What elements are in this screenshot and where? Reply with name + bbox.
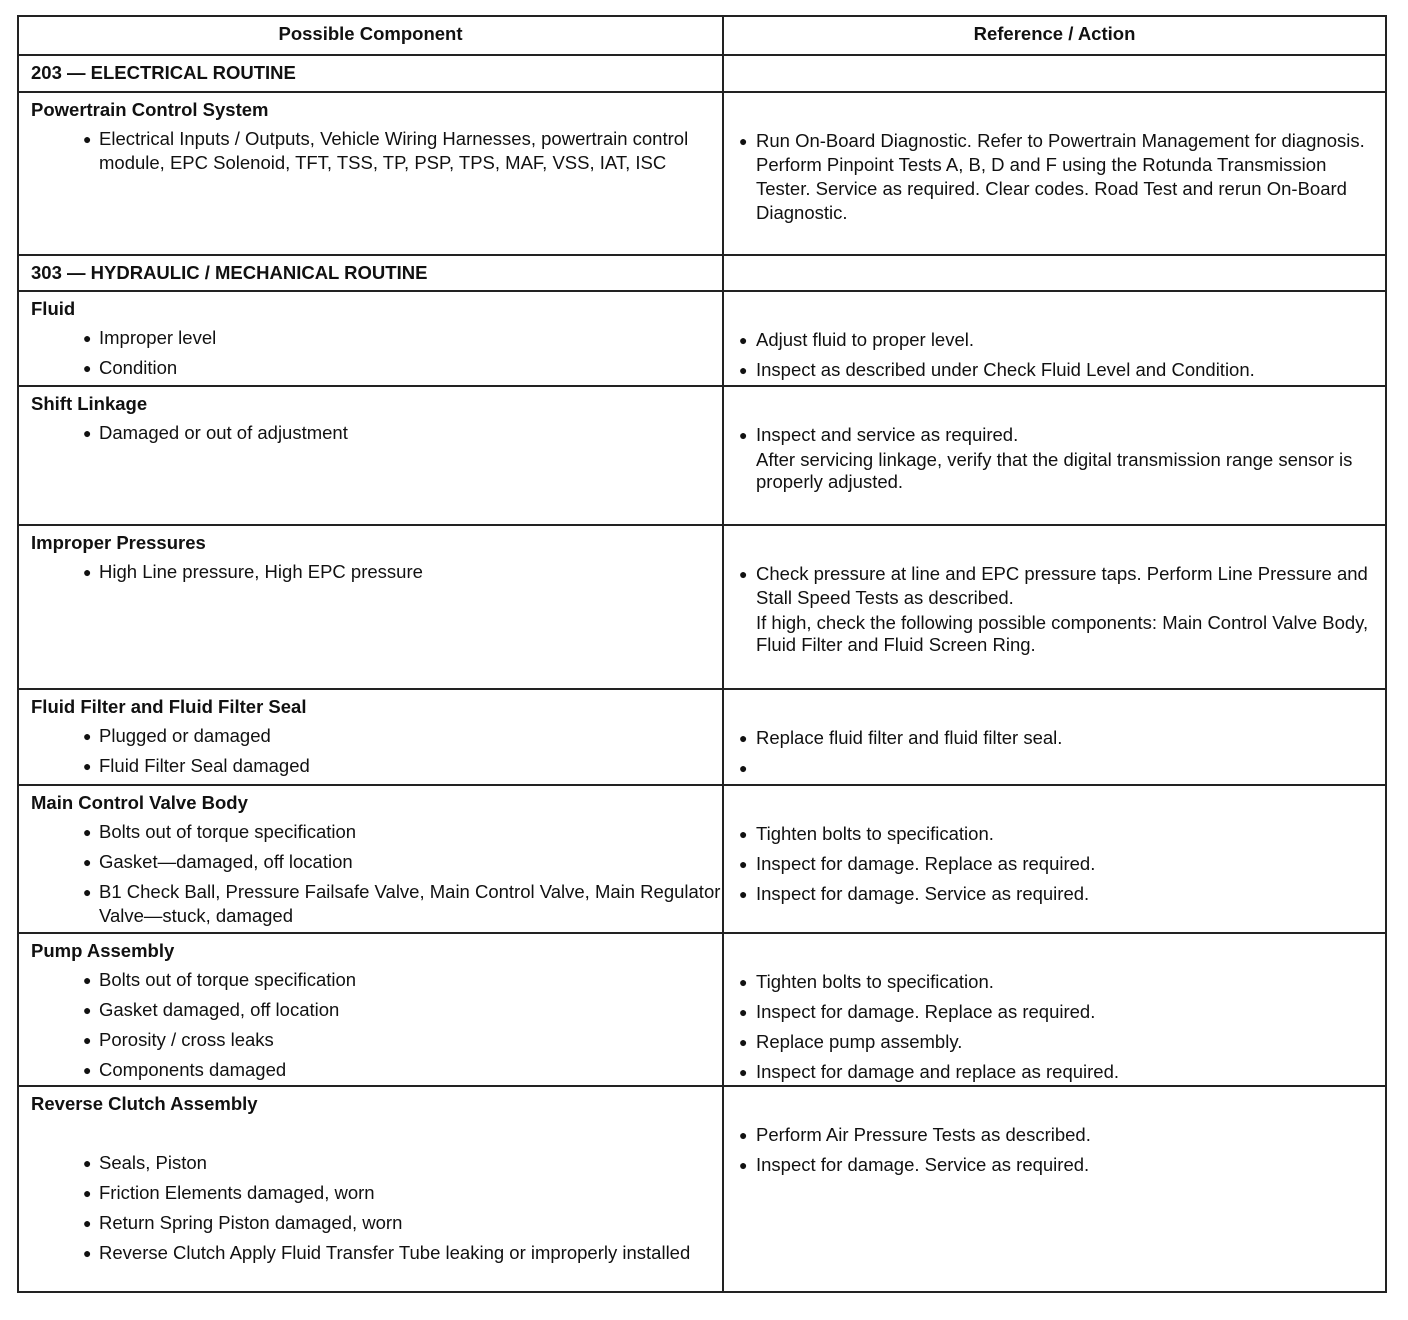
action-item: ● Check pressure at line and EPC pressure taps. Perform Line Pressure and Stall Speed Tests as described. (739, 563, 1368, 608)
component-item: ● Porosity / cross leaks (83, 1029, 274, 1050)
bullet-icon: ● (739, 332, 748, 348)
component-item: ● Damaged or out of adjustment (83, 422, 348, 443)
table-row-improper-pressures (19, 524, 1385, 688)
section-title-electrical: 203 — ELECTRICAL ROUTINE (31, 62, 296, 83)
bullet-icon: ● (83, 360, 92, 376)
action-item: ● Inspect for damage. Service as required. (739, 1154, 1090, 1175)
action-item: ● Tighten bolts to specification. (739, 971, 994, 992)
action-note: After servicing linkage, verify that the digital transmission range sensor is properly adjusted. (756, 449, 1353, 492)
bullet-icon: ● (739, 133, 748, 149)
bullet-icon: ● (83, 1155, 92, 1171)
component-item: ● Seals, Piston (83, 1152, 207, 1173)
action-item: ● Inspect for damage. Replace as required. (739, 1001, 1096, 1022)
action-note: If high, check the following possible components: Main Control Valve Body, Fluid Filter and Fluid Screen Ring. (756, 612, 1369, 655)
section-title-hydraulic: 303 — HYDRAULIC / MECHANICAL ROUTINE (31, 262, 428, 283)
bullet-icon: ● (739, 1157, 748, 1173)
table-row-fluid-filter (19, 688, 1385, 784)
bullet-icon: ● (83, 1245, 92, 1261)
table-header (19, 17, 1385, 54)
bullet-icon: ● (83, 131, 92, 147)
bullet-icon: ● (83, 854, 92, 870)
component-item: ● Improper level (83, 327, 217, 348)
component-title: Powertrain Control System (31, 99, 269, 120)
table-row-reverse-clutch (19, 1085, 1385, 1291)
bullet-icon: ● (739, 1004, 748, 1020)
bullet-icon: ● (83, 1185, 92, 1201)
diagnosis-table (17, 15, 1387, 1293)
bullet-icon: ● (83, 728, 92, 744)
table-row-fluid (19, 290, 1385, 385)
component-item: ● Gasket damaged, off location (83, 999, 340, 1020)
bullet-icon: ● (739, 1127, 748, 1143)
action-item: ● Perform Air Pressure Tests as described. (739, 1124, 1091, 1145)
action-item: ● Replace pump assembly. (739, 1031, 963, 1052)
action-item: ● Inspect for damage. Replace as required. (739, 853, 1096, 874)
bullet-icon: ● (739, 856, 748, 872)
component-title: Fluid Filter and Fluid Filter Seal (31, 696, 307, 717)
component-item: ● Gasket—damaged, off location (83, 851, 353, 872)
component-title: Shift Linkage (31, 393, 148, 414)
action-item: ● Inspect and service as required. (739, 424, 1019, 445)
action-item: ● Run On-Board Diagnostic. Refer to Powertrain Management for diagnosis. Perform Pinpoint Tests A, B, D and F using the Rotunda Transmission Tester. Service as required. Clear codes. Road Test and rerun On-Board Diagnostic. (739, 130, 1365, 223)
component-item: ● Components damaged (83, 1059, 287, 1080)
bullet-icon: ● (83, 425, 92, 441)
bullet-icon: ● (739, 886, 748, 902)
action-item: ● Inspect as described under Check Fluid Level and Condition. (739, 359, 1255, 380)
bullet-icon: ● (83, 564, 92, 580)
bullet-icon: ● (739, 760, 748, 776)
component-item: ● Condition (83, 357, 178, 378)
component-title: Improper Pressures (31, 532, 206, 553)
bullet-icon: ● (83, 1002, 92, 1018)
bullet-icon: ● (739, 427, 748, 443)
bullet-icon: ● (83, 758, 92, 774)
table-row-pump-assembly (19, 932, 1385, 1085)
component-title: Fluid (31, 298, 76, 319)
component-title: Reverse Clutch Assembly (31, 1093, 258, 1114)
action-item: ● Replace fluid filter and fluid filter seal. (739, 727, 1063, 748)
header-possible-component: Possible Component (19, 17, 724, 54)
bullet-icon: ● (83, 1062, 92, 1078)
component-item: ● Friction Elements damaged, worn (83, 1182, 375, 1203)
header-reference-action: Reference / Action (973, 23, 1136, 44)
component-item: ● Electrical Inputs / Outputs, Vehicle Wiring Harnesses, powertrain control module, EPC Solenoid, TFT, TSS, TP, PSP, TPS, MAF, VSS, IAT, ISC (83, 128, 689, 173)
bullet-icon: ● (739, 566, 748, 582)
action-item: ● Inspect for damage. Service as required. (739, 883, 1090, 904)
bullet-icon: ● (83, 1032, 92, 1048)
component-item: ● Fluid Filter Seal damaged (83, 755, 310, 776)
component-item: ● Reverse Clutch Apply Fluid Transfer Tube leaking or improperly installed (83, 1242, 691, 1263)
action-item: ● Adjust fluid to proper level. (739, 329, 975, 350)
action-item: ● Tighten bolts to specification. (739, 823, 994, 844)
bullet-icon: ● (739, 1064, 748, 1080)
bullet-icon: ● (739, 826, 748, 842)
table-row-powertrain (19, 91, 1385, 254)
bullet-icon: ● (83, 884, 92, 900)
table-row-main-control-valve (19, 784, 1385, 932)
section-row-hydraulic (19, 254, 1385, 290)
bullet-icon: ● (83, 972, 92, 988)
bullet-icon: ● (739, 730, 748, 746)
bullet-icon: ● (739, 1034, 748, 1050)
bullet-icon: ● (83, 330, 92, 346)
component-title: Main Control Valve Body (31, 792, 248, 813)
component-item: ● B1 Check Ball, Pressure Failsafe Valve, Main Control Valve, Main Regulator Valve—stuck, damaged (83, 881, 721, 926)
component-item: ● Bolts out of torque specification (83, 969, 357, 990)
component-item: ● Bolts out of torque specification (83, 821, 357, 842)
component-item: ● Return Spring Piston damaged, worn (83, 1212, 403, 1233)
bullet-icon: ● (83, 824, 92, 840)
table-row-shift-linkage (19, 385, 1385, 524)
action-item: ● Inspect for damage and replace as required. (739, 1061, 1120, 1082)
component-item: ● High Line pressure, High EPC pressure (83, 561, 423, 582)
component-item: ● Plugged or damaged (83, 725, 271, 746)
bullet-icon: ● (739, 974, 748, 990)
section-row-electrical (19, 54, 1385, 91)
component-title: Pump Assembly (31, 940, 175, 961)
bullet-icon: ● (83, 1215, 92, 1231)
bullet-icon: ● (739, 362, 748, 378)
